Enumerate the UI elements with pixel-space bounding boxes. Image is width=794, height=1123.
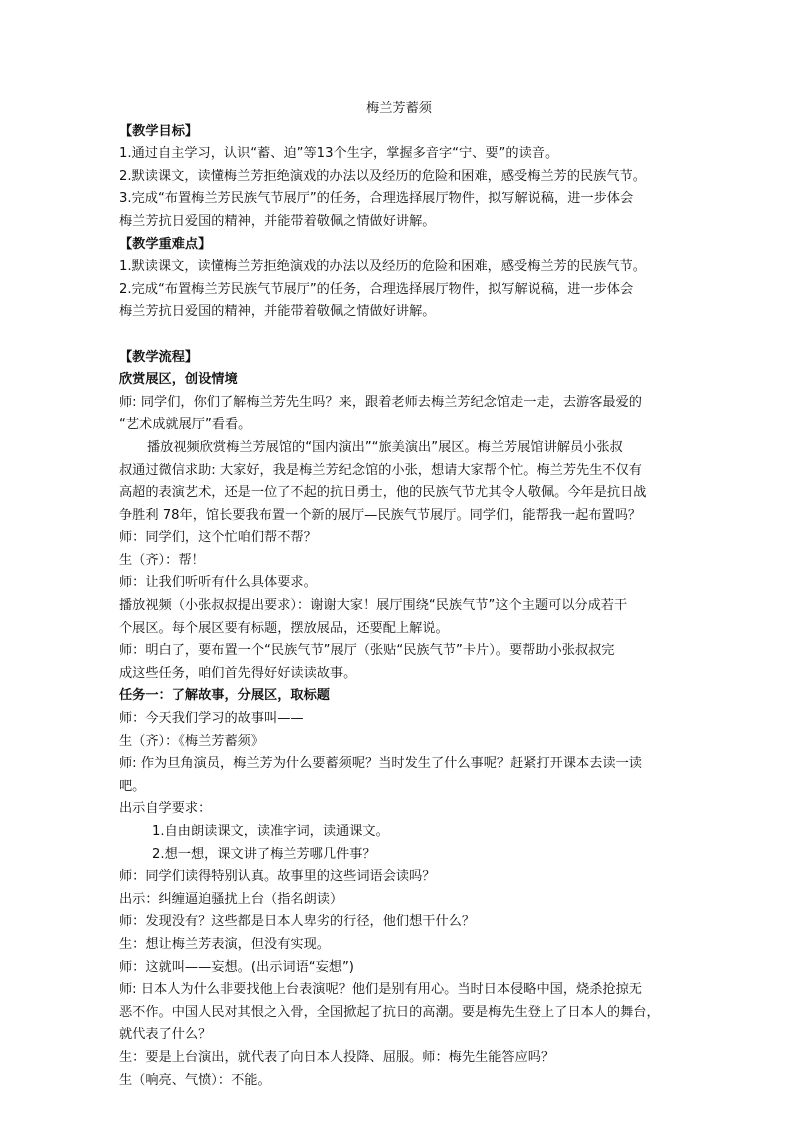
section-heading: 【教学目标】 [119, 123, 199, 139]
text-line: 吧。 [119, 778, 146, 794]
text-line: 1.自由朗读课文，读准字词，读通课文。 [152, 824, 389, 839]
text-line: 高超的表演艺术，还是一位了不起的抗日勇士，他的民族气节尤其令人敬佩。今年是抗日战 [119, 485, 647, 501]
text-line: 出示：纠缠逼迫骚扰上台（指名朗读） [119, 891, 344, 907]
text-line: 师: 同学们，你们了解梅兰芳先生吗？来，跟着老师去梅兰芳纪念馆走一走，去游客最爱的 [119, 394, 642, 410]
text-line: 生（齐）：《梅兰芳蓄须》 [119, 733, 265, 749]
text-line: 2.默读课文，读懂梅兰芳拒绝演戏的办法以及经历的危险和困难，感受梅兰芳的民族气节。 [119, 168, 646, 184]
text-line: 争胜利 78年，馆长要我布置一个新的展厅—民族气节展厅。同学们，能帮我一起布置吗？ [119, 507, 642, 523]
text-line: 师：让我们听听有什么具体要求。 [119, 575, 317, 591]
blank-line [119, 324, 679, 347]
text-line: 梅兰芳抗日爱国的精神，并能带着敬佩之情做好讲解。 [119, 304, 436, 320]
text-line: 2.完成“布置梅兰芳民族气节展厅”的任务，合理选择展厅物件，拟写解说稿，进一步体会 [119, 281, 634, 297]
text-line: 叔通过微信求助: 大家好，我是梅兰芳纪念馆的小张，想请大家帮个忙。梅兰芳先生不仅有 [119, 462, 642, 478]
text-line: 2.想一想，课文讲了梅兰芳哪几件事？ [152, 846, 376, 862]
text-line: 3.完成“布置梅兰芳民族气节展厅”的任务，合理选择展厅物件，拟写解说稿，进一步体会 [119, 191, 634, 207]
document-body [119, 121, 679, 1093]
text-line: 生（齐）：帮！ [119, 552, 205, 568]
text-line: 就代表了什么？ [119, 1027, 212, 1043]
text-line: 梅兰芳抗日爱国的精神，并能带着敬佩之情做好讲解。 [119, 213, 436, 229]
text-line: 成这些任务，咱们首先得好好读读故事。 [119, 665, 357, 681]
section-heading: 任务一：了解故事，分展区，取标题 [119, 688, 330, 704]
text-line: 师：这就叫——妄想。(出示词语“妄想”) [119, 959, 354, 975]
text-line: 恶不作。中国人民对其恨之入骨，全国掀起了抗日的高潮。要是梅先生登上了日本人的舞台， [119, 1004, 660, 1020]
text-line: 播放视频欣赏梅兰芳展馆的“国内演出”“旅美演出”展区。梅兰芳展馆讲解员小张叔 [147, 439, 623, 455]
text-line: 生（响亮、气愤）：不能。 [119, 1072, 271, 1088]
text-line: 师：同学们，这个忙咱们帮不帮？ [119, 530, 317, 546]
text-line: 个展区。每个展区要有标题，摆放展品，还要配上解说。 [119, 620, 449, 636]
text-line: 师：同学们读得特别认真。故事里的这些词语会读吗？ [119, 869, 436, 885]
text-line: 师：今天我们学习的故事叫—— [119, 711, 304, 727]
text-line: 师: 日本人为什么非要找他上台表演呢？他们是别有用心。当时日本侵略中国，烧杀抢掠无 [119, 982, 642, 998]
text-line: 生：要是上台演出，就代表了向日本人投降、屈服。师：梅先生能答应吗？ [119, 1049, 555, 1065]
section-heading: 【教学流程】 [119, 349, 199, 365]
text-line: 生：想让梅兰芳表演，但没有实现。 [119, 936, 330, 952]
text-line: 师：发现没有？这些都是日本人卑劣的行径，他们想干什么？ [119, 914, 476, 930]
text-line: 师：明白了，要布置一个“民族气节”展厅（张贴“民族气节”卡片）。要帮助小张叔叔完 [119, 643, 615, 659]
section-heading: 【教学重难点】 [119, 236, 212, 252]
text-line: 播放视频（小张叔叔提出要求）：谢谢大家！展厅围绕“民族气节”这个主题可以分成若干 [119, 598, 628, 614]
document-page [119, 98, 679, 1092]
text-line: 1.默读课文，读懂梅兰芳拒绝演戏的办法以及经历的危险和困难，感受梅兰芳的民族气节。 [119, 259, 646, 275]
text-line: 出示自学要求： [119, 801, 212, 817]
text-line: “艺术成就展厅”看看。 [119, 417, 252, 433]
document-title: 梅兰芳蓄须 [366, 101, 432, 116]
section-heading: 欣赏展区，创设情境 [119, 372, 238, 388]
text-line: 师: 作为旦角演员，梅兰芳为什么要蓄须呢？当时发生了什么事呢？赶紧打开课本去读一读 [119, 756, 642, 772]
text-line: 1.通过自主学习，认识“蓄、迫”等13个生字，掌握多音字“宁、要”的读音。 [119, 146, 559, 162]
